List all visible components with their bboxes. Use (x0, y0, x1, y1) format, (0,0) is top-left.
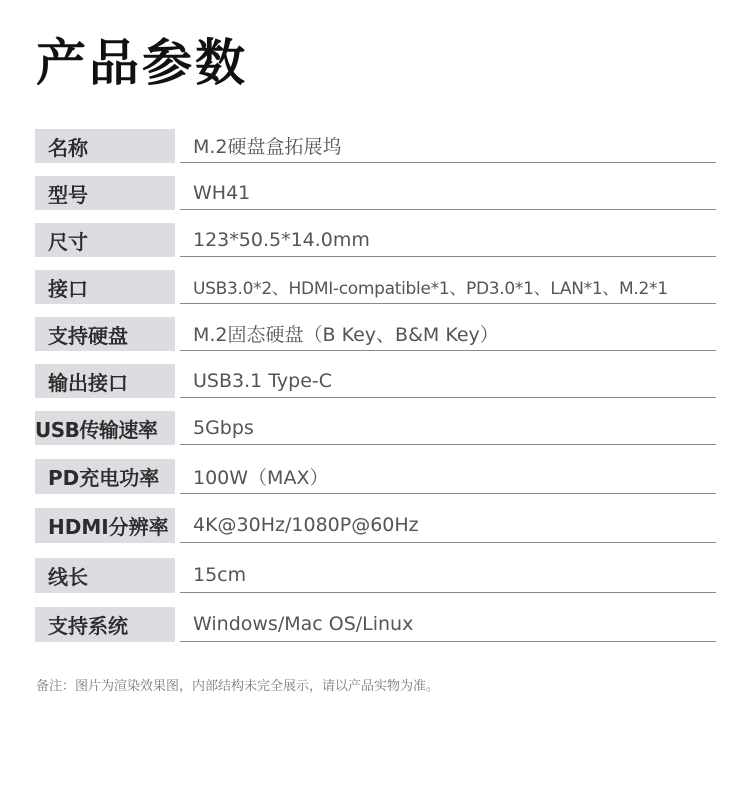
spec-row-supported-drive (35, 317, 716, 351)
spec-value: Windows/Mac OS/Linux (180, 607, 716, 642)
spec-value: M.2硬盘盒拓展坞 (180, 129, 716, 163)
spec-row-ports (35, 270, 716, 304)
spec-value: 4K@30Hz/1080P@60Hz (180, 508, 716, 543)
spec-row-size (35, 223, 716, 257)
spec-label: 支持硬盘 (35, 317, 175, 351)
spec-row-name (35, 129, 716, 163)
spec-value: M.2固态硬盘（B Key、B&M Key） (180, 317, 716, 351)
spec-row-model (35, 176, 716, 210)
spec-value: 100W（MAX） (180, 459, 716, 494)
spec-label: 输出接口 (35, 364, 175, 398)
spec-row-usb-speed (35, 411, 716, 445)
spec-value: 123*50.5*14.0mm (180, 223, 716, 257)
spec-label: 尺寸 (35, 223, 175, 257)
spec-label: 名称 (35, 129, 175, 163)
spec-label: PD充电功率 (35, 459, 175, 494)
spec-label: 接口 (35, 270, 175, 304)
spec-label: 型号 (35, 176, 175, 210)
spec-value: WH41 (180, 176, 716, 210)
spec-row-output-port (35, 364, 716, 398)
spec-label: USB传输速率 (35, 411, 175, 445)
spec-value: USB3.0*2、HDMI-compatible*1、PD3.0*1、LAN*1、M.2*1 (180, 270, 716, 304)
spec-label: 支持系统 (35, 607, 175, 642)
spec-value: 5Gbps (180, 411, 716, 445)
spec-row-supported-os (35, 607, 716, 642)
spec-label: 线长 (35, 558, 175, 593)
spec-table (35, 129, 716, 642)
spec-row-hdmi-resolution (35, 508, 716, 543)
spec-row-cable-length (35, 558, 716, 593)
spec-row-pd-power (35, 459, 716, 494)
page-title: 产品参数 (36, 34, 248, 92)
spec-label: HDMI分辨率 (35, 508, 175, 543)
spec-value: USB3.1 Type-C (180, 364, 716, 398)
spec-value: 15cm (180, 558, 716, 593)
footnote: 备注：图片为渲染效果图，内部结构未完全展示，请以产品实物为准。 (36, 679, 440, 694)
